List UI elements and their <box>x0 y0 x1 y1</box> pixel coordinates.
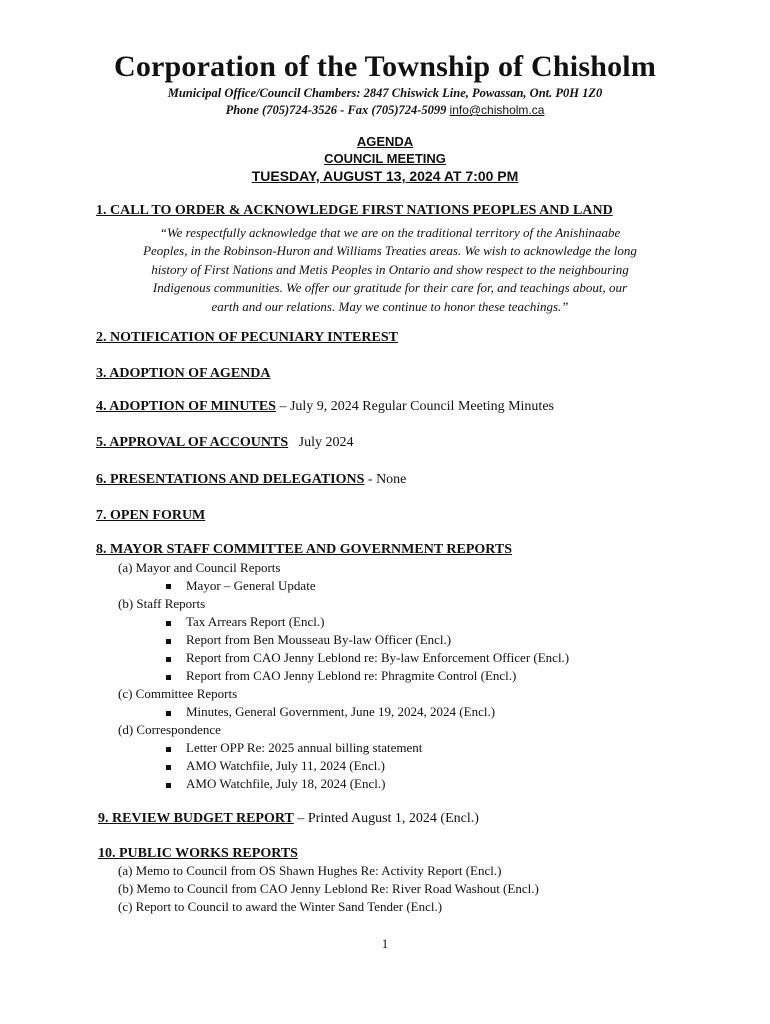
section-6-detail: - None <box>364 472 407 487</box>
bullet-icon <box>166 711 171 716</box>
list-item: Report from CAO Jenny Leblond re: By-law Enforcement Officer (Encl.) <box>186 650 570 665</box>
land-acknowledgement <box>100 224 680 316</box>
section-4-heading: 4. ADOPTION OF MINUTES <box>96 399 276 414</box>
section-3 <box>96 366 271 382</box>
ack-line: history of First Nations and Metis Peoples in Ontario and show respect to the neighbouring <box>151 261 629 277</box>
section-6-heading: 6. PRESENTATIONS AND DELEGATIONS <box>96 472 365 487</box>
section-7-heading: 7. OPEN FORUM <box>96 508 206 523</box>
subsection-10c: (c) Report to Council to award the Winter Sand Tender (Encl.) <box>118 899 443 914</box>
list-item: Report from Ben Mousseau By-law Officer (Encl.) <box>186 632 452 647</box>
bullet-icon <box>166 747 171 752</box>
list-item: Tax Arrears Report (Encl.) <box>186 614 325 629</box>
bullet-icon <box>166 783 171 788</box>
ack-line: earth and our relations. May we continue to honor these teachings.” <box>211 298 569 314</box>
section-4 <box>96 399 554 415</box>
list-item: Minutes, General Government, June 19, 2024, 2024 (Encl.) <box>186 704 496 719</box>
section-9 <box>98 811 479 827</box>
bullet-icon <box>166 675 171 680</box>
email-link[interactable]: info@chisholm.ca <box>449 103 545 117</box>
section-5-heading: 5. APPROVAL OF ACCOUNTS <box>96 435 289 450</box>
list-item: AMO Watchfile, July 18, 2024 (Encl.) <box>186 776 386 791</box>
agenda-label: AGENDA <box>356 134 414 149</box>
list-item: Report from CAO Jenny Leblond re: Phragmite Control (Encl.) <box>186 668 517 683</box>
document-title: Corporation of the Township of Chisholm <box>113 50 657 83</box>
subsection-8c: (c) Committee Reports <box>118 686 238 701</box>
section-9-detail: – Printed August 1, 2024 (Encl.) <box>293 811 479 826</box>
section-1-heading: 1. CALL TO ORDER & ACKNOWLEDGE FIRST NATIONS PEOPLES AND LAND <box>96 203 613 218</box>
section-8-heading: 8. MAYOR STAFF COMMITTEE AND GOVERNMENT REPORTS <box>96 542 513 557</box>
section-6 <box>96 472 406 488</box>
section-5 <box>96 435 353 451</box>
address-line: Municipal Office/Council Chambers: 2847 Chiswick Line, Powassan, Ont. P0H 1Z0 <box>167 86 603 100</box>
subsection-8d: (d) Correspondence <box>118 722 221 737</box>
bullet-icon <box>166 639 171 644</box>
ack-line: Indigenous communities. We offer our gratitude for their care for, and teachings about, our <box>152 280 628 296</box>
ack-line: “We respectfully acknowledge that we are on the traditional territory of the Anishinaabe <box>159 225 621 240</box>
section-3-heading: 3. ADOPTION OF AGENDA <box>96 366 271 381</box>
bullet-icon <box>166 765 171 770</box>
section-8 <box>96 542 512 558</box>
section-4-detail: – July 9, 2024 Regular Council Meeting Minutes <box>275 399 554 414</box>
section-9-heading: 9. REVIEW BUDGET REPORT <box>98 811 294 826</box>
section-7 <box>96 508 205 524</box>
bullet-icon <box>166 584 171 589</box>
ack-line: Peoples, in the Robinson-Huron and Williams Treaties areas. We wish to acknowledge the long <box>143 243 637 259</box>
meeting-label: COUNCIL MEETING <box>324 151 446 166</box>
page-number: 1 <box>381 936 389 951</box>
section-2 <box>96 330 398 346</box>
subsection-10a: (a) Memo to Council from OS Shawn Hughes Re: Activity Report (Encl.) <box>118 863 502 878</box>
section-10-heading: 10. PUBLIC WORKS REPORTS <box>98 846 298 861</box>
subsection-10b: (b) Memo to Council from CAO Jenny Leblond Re: River Road Washout (Encl.) <box>118 881 539 896</box>
meeting-date: TUESDAY, AUGUST 13, 2024 AT 7:00 PM <box>251 168 519 184</box>
phone-fax: Phone (705)724-3526 - Fax (705)724-5099 <box>225 103 447 117</box>
list-item: Mayor – General Update <box>186 578 316 593</box>
subsection-8b: (b) Staff Reports <box>118 596 206 611</box>
bullet-icon <box>166 657 171 662</box>
bullet-icon <box>166 621 171 626</box>
list-item: Letter OPP Re: 2025 annual billing statement <box>186 740 423 755</box>
contact-line <box>0 103 770 118</box>
section-2-heading: 2. NOTIFICATION OF PECUNIARY INTEREST <box>96 330 398 345</box>
section-1 <box>96 203 613 219</box>
list-item: AMO Watchfile, July 11, 2024 (Encl.) <box>186 758 385 773</box>
section-5-detail: July 2024 <box>288 435 354 450</box>
section-10 <box>98 846 298 862</box>
subsection-8a: (a) Mayor and Council Reports <box>118 560 281 575</box>
